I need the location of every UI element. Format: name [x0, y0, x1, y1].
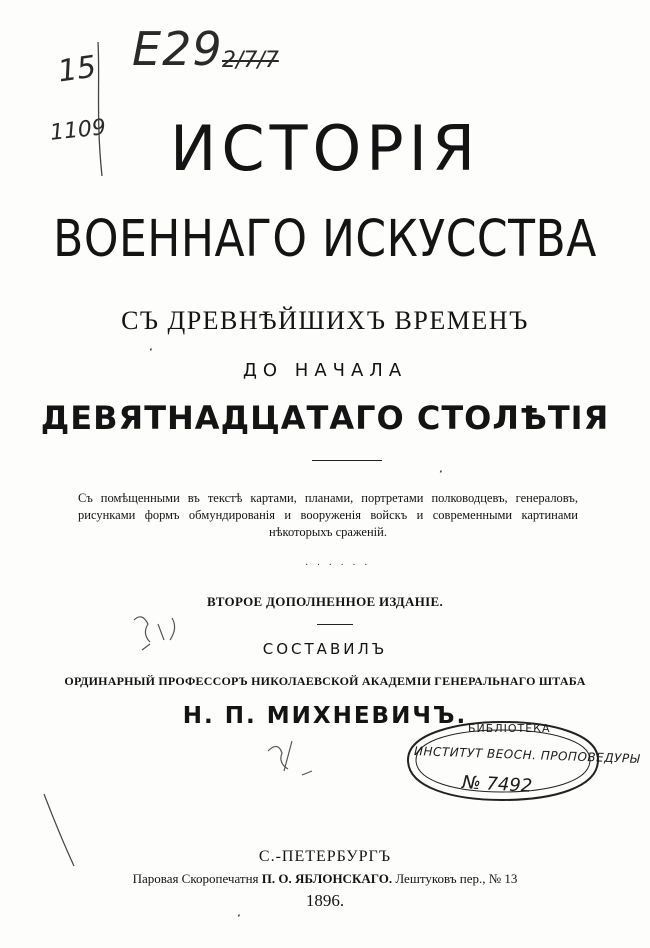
printer-prefix: Паровая Скоропечатня [132, 871, 259, 886]
author-position: ОРДИНАРНЫЙ ПРОФЕССОРЪ НИКОЛАЕВСКОЙ АКАДЕМІИ ГЕНЕРАЛЬНАГО ШТАБА [64, 674, 586, 688]
pencil-scribble-icon [262, 735, 322, 785]
description-paragraph: Съ помѣщенными въ текстѣ картами, планами, портретами полководцевъ, генераловъ, рисунками формъ обмундированія и вооруженія войскъ и современными картинами нѣкоторыхъ сраженій. [78, 491, 578, 539]
handwritten-margin-mark: 15 [55, 49, 99, 90]
ink-speck: · [438, 462, 444, 481]
title-line-history: ИСТОРІЯ [169, 112, 481, 185]
ink-speck: · [236, 906, 242, 925]
handwritten-shelfmark-sub: 2/7/7 [222, 48, 279, 73]
edition-line: ВТОРОЕ ДОПОЛНЕННОЕ ИЗДАНІЕ. [206, 594, 444, 609]
compiled-by-label: СОСТАВИЛЪ [262, 640, 388, 658]
ornament-dots: · · · · · · [305, 560, 371, 571]
imprint-printer [0, 871, 650, 887]
divider-rule [317, 624, 353, 625]
handwritten-shelfmark: Е29 [132, 22, 223, 76]
stamp-library-label: БИБЛІОТЕКА [468, 722, 551, 735]
author-name: Н. П. МИХНЕВИЧЪ. [182, 703, 468, 729]
title-line-nineteenth-century: ДЕВЯТНАДЦАТАГО СТОЛѢТІЯ [40, 399, 610, 437]
printer-address: Лештуковъ пер., № 13 [395, 871, 518, 886]
title-line-from-ancient-times: СЪ ДРЕВНѢЙШИХЪ ВРЕМЕНЪ [121, 306, 529, 335]
stamp-inventory-number: № 7492 [461, 772, 533, 797]
ink-speck: · [148, 340, 154, 359]
imprint-city: С.-ПЕТЕРБУРГЪ [258, 848, 392, 865]
handwritten-margin-number: 1109 [48, 115, 108, 146]
imprint-year: 1896. [305, 891, 345, 910]
printer-name: П. О. ЯБЛОНСКАГО. [261, 871, 393, 886]
title-line-military-art: ВОЕННАГО ИСКУССТВА [53, 210, 597, 269]
title-line-until-beginning: ДО НАЧАЛА [242, 360, 408, 381]
stamp-institute-label: ИНСТИТУТ ВЕОСН. ПРОПОВЕДУРЫ [413, 744, 641, 766]
divider-rule [312, 460, 382, 461]
